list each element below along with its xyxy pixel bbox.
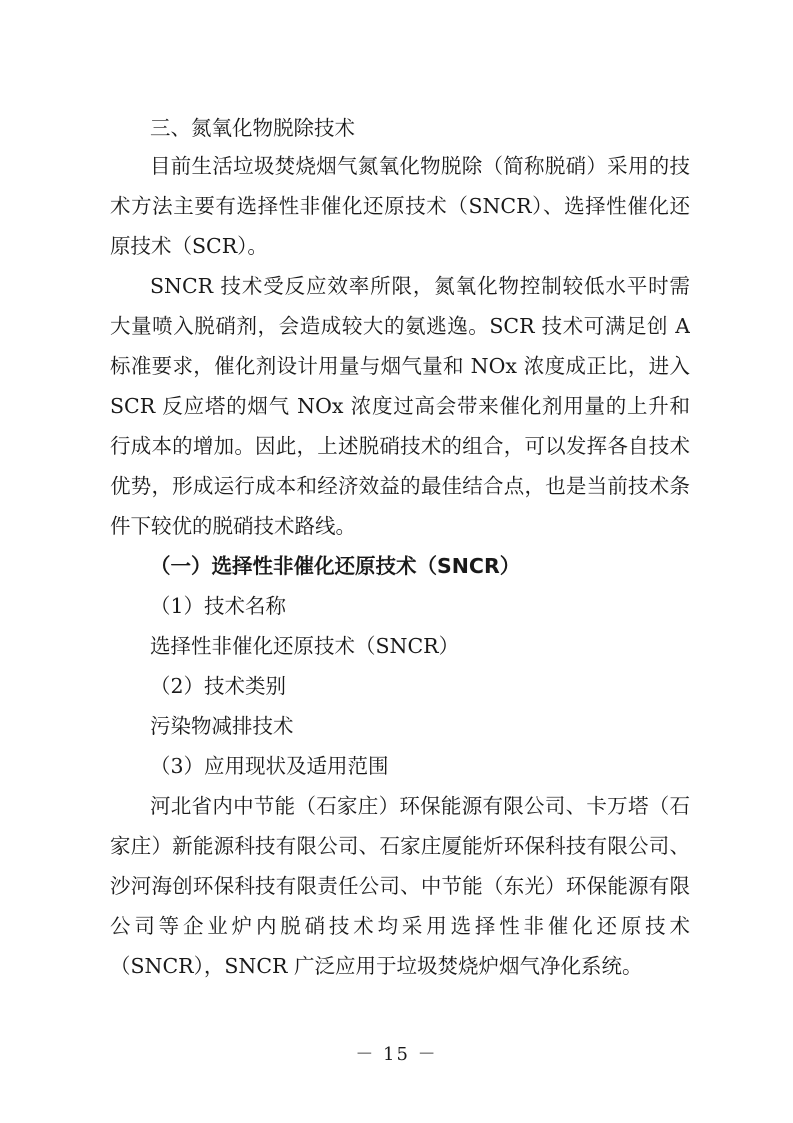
paragraph-line: 大量喷入脱硝剂，会造成较大的氨逃逸。SCR 技术可满足创 A <box>110 314 690 338</box>
paragraph-line: 术方法主要有选择性非催化还原技术（SNCR）、选择性催化还 <box>110 194 690 218</box>
page-number: － 15 － <box>355 1044 438 1065</box>
item-label: （3）应用现状及适用范围 <box>150 754 389 778</box>
paragraph-line: 原技术（SCR）。 <box>110 234 268 258</box>
section-title: 三、氮氧化物脱除技术 <box>150 116 355 140</box>
paragraph-line: 河北省内中节能（石家庄）环保能源有限公司、卡万塔（石 <box>150 794 690 818</box>
paragraph-line: 优势，形成运行成本和经济效益的最佳结合点，也是当前技术条 <box>110 474 690 498</box>
item-label: （1）技术名称 <box>150 594 287 618</box>
paragraph-line: 沙河海创环保科技有限责任公司、中节能（东光）环保能源有限 <box>110 874 690 898</box>
paragraph-line: 目前生活垃圾焚烧烟气氮氧化物脱除（简称脱硝）采用的技 <box>150 154 690 178</box>
paragraph-line: 公司等企业炉内脱硝技术均采用选择性非催化还原技术 <box>110 914 690 938</box>
item-value: 污染物减排技术 <box>150 714 294 738</box>
paragraph-line: 件下较优的脱硝技术路线。 <box>110 514 356 538</box>
paragraph-line: 标准要求，催化剂设计用量与烟气量和 NOx 浓度成正比，进入 <box>110 354 690 378</box>
item-label: （2）技术类别 <box>150 674 287 698</box>
paragraph-line: 行成本的增加。因此，上述脱硝技术的组合，可以发挥各自技术 <box>110 434 690 458</box>
paragraph-line: SCR 反应塔的烟气 NOx 浓度过高会带来催化剂用量的上升和 <box>110 394 690 418</box>
subsection-title: （一）选择性非催化还原技术（SNCR） <box>150 554 521 578</box>
paragraph-line: （SNCR），SNCR 广泛应用于垃圾焚烧炉烟气净化系统。 <box>110 954 643 978</box>
item-value: 选择性非催化还原技术（SNCR） <box>150 634 460 658</box>
paragraph-line: SNCR 技术受反应效率所限，氮氧化物控制较低水平时需 <box>150 274 690 298</box>
paragraph-line: 家庄）新能源科技有限公司、石家庄厦能炘环保科技有限公司、 <box>110 834 690 858</box>
